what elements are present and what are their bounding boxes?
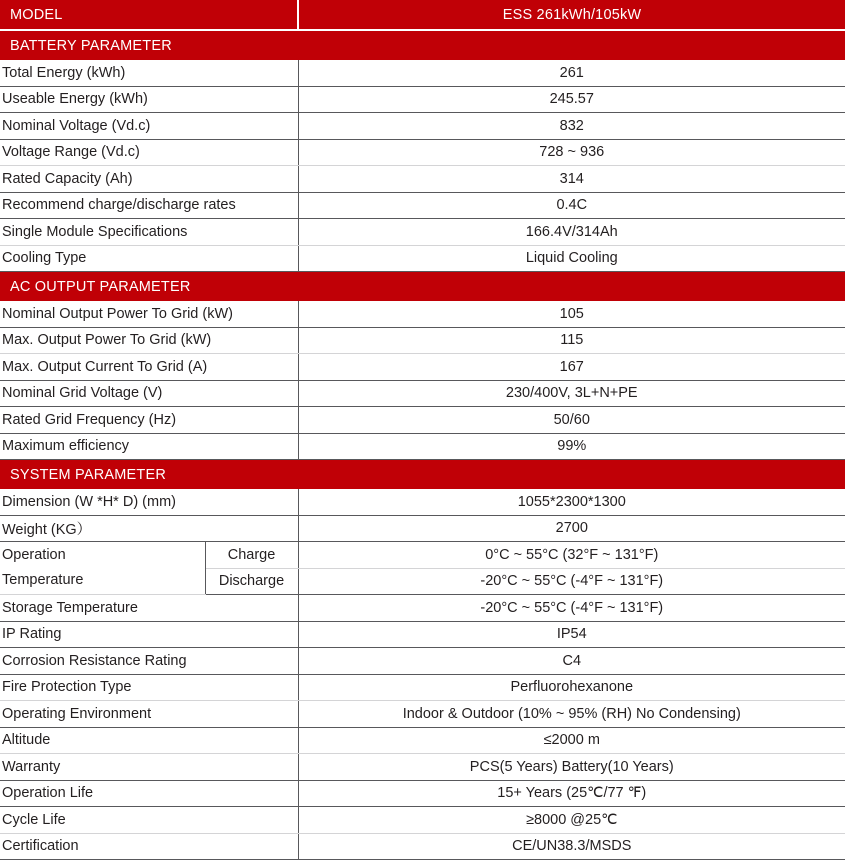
row-label: Useable Energy (kWh): [0, 86, 298, 113]
row-label: Rated Grid Frequency (Hz): [0, 407, 298, 434]
row-label: Single Module Specifications: [0, 219, 298, 246]
table-row: [0, 380, 845, 407]
row-label: Nominal Output Power To Grid (kW): [0, 301, 298, 327]
table-row: [0, 433, 845, 460]
model-label: MODEL: [0, 0, 298, 30]
table-row: [0, 807, 845, 834]
table-row: [0, 166, 845, 193]
row-value: 728 ~ 936: [298, 139, 845, 166]
row-value: Indoor & Outdoor (10% ~ 95% (RH) No Condensing): [298, 701, 845, 728]
table-row: [0, 833, 845, 860]
table-row: [0, 515, 845, 542]
row-label: Fire Protection Type: [0, 674, 298, 701]
section-title: SYSTEM PARAMETER: [0, 460, 845, 490]
discharge-sublabel: Discharge: [205, 568, 298, 595]
row-label: Max. Output Current To Grid (A): [0, 354, 298, 381]
row-value: 245.57: [298, 86, 845, 113]
row-value: 230/400V, 3L+N+PE: [298, 380, 845, 407]
row-value: 15+ Years (25℃/77 ℉): [298, 780, 845, 807]
row-value: 0.4C: [298, 192, 845, 219]
row-label: Total Energy (kWh): [0, 60, 298, 86]
table-row: [0, 192, 845, 219]
row-label: Recommend charge/discharge rates: [0, 192, 298, 219]
charge-sublabel: Charge: [205, 542, 298, 569]
table-row: [0, 595, 845, 622]
row-label: Operation Life: [0, 780, 298, 807]
table-row: [0, 489, 845, 515]
model-header-row: [0, 0, 845, 30]
table-row: [0, 139, 845, 166]
table-row: [0, 354, 845, 381]
row-label: Cycle Life: [0, 807, 298, 834]
row-label: Nominal Grid Voltage (V): [0, 380, 298, 407]
row-value: 832: [298, 113, 845, 140]
table-row: [0, 754, 845, 781]
row-value: 167: [298, 354, 845, 381]
row-label: Nominal Voltage (Vd.c): [0, 113, 298, 140]
row-value: IP54: [298, 621, 845, 648]
table-row: [0, 648, 845, 675]
row-value: 2700: [298, 515, 845, 542]
row-label: Voltage Range (Vd.c): [0, 139, 298, 166]
row-value: 50/60: [298, 407, 845, 434]
row-value: 99%: [298, 433, 845, 460]
row-value: CE/UN38.3/MSDS: [298, 833, 845, 860]
operation-temperature-label-line1: Operation: [2, 546, 66, 563]
row-label: Certification: [0, 833, 298, 860]
section-header-system: [0, 460, 845, 490]
table-row: [0, 407, 845, 434]
row-value: 115: [298, 327, 845, 354]
row-value: Liquid Cooling: [298, 245, 845, 272]
row-label: Dimension (W *H* D) (mm): [0, 489, 298, 515]
table-row: [0, 60, 845, 86]
row-value: ≤2000 m: [298, 727, 845, 754]
row-label: Altitude: [0, 727, 298, 754]
row-value: C4: [298, 648, 845, 675]
row-value: -20°C ~ 55°C (-4°F ~ 131°F): [298, 595, 845, 622]
operation-temperature-label: [0, 542, 205, 595]
row-value: 1055*2300*1300: [298, 489, 845, 515]
table-row: [0, 301, 845, 327]
table-row: [0, 113, 845, 140]
row-value: 166.4V/314Ah: [298, 219, 845, 246]
section-title: AC OUTPUT PARAMETER: [0, 272, 845, 302]
discharge-value: -20°C ~ 55°C (-4°F ~ 131°F): [298, 568, 845, 595]
row-value: 314: [298, 166, 845, 193]
row-value: 261: [298, 60, 845, 86]
row-value: Perfluorohexanone: [298, 674, 845, 701]
table-row: [0, 621, 845, 648]
table-row: [0, 327, 845, 354]
table-row: [0, 780, 845, 807]
charge-value: 0°C ~ 55°C (32°F ~ 131°F): [298, 542, 845, 569]
row-label: Max. Output Power To Grid (kW): [0, 327, 298, 354]
table-row: [0, 219, 845, 246]
row-label: Weight (KG）: [0, 515, 298, 542]
row-label: Cooling Type: [0, 245, 298, 272]
row-label: Corrosion Resistance Rating: [0, 648, 298, 675]
row-label: Warranty: [0, 754, 298, 781]
model-value: ESS 261kWh/105kW: [298, 0, 845, 30]
row-label: IP Rating: [0, 621, 298, 648]
operation-temperature-label-line2: Temperature: [2, 572, 84, 588]
row-value: ≥8000 @25℃: [298, 807, 845, 834]
table-row: [0, 701, 845, 728]
table-row-operation-temperature-charge: [0, 542, 845, 569]
row-label: Operating Environment: [0, 701, 298, 728]
section-title: BATTERY PARAMETER: [0, 30, 845, 60]
row-value: PCS(5 Years) Battery(10 Years): [298, 754, 845, 781]
table-row: [0, 674, 845, 701]
row-label: Maximum efficiency: [0, 433, 298, 460]
section-header-battery: [0, 30, 845, 60]
table-row: [0, 245, 845, 272]
table-row: [0, 86, 845, 113]
row-label: Storage Temperature: [0, 595, 298, 622]
row-label: Rated Capacity (Ah): [0, 166, 298, 193]
table-row: [0, 727, 845, 754]
row-value: 105: [298, 301, 845, 327]
section-header-ac-output: [0, 272, 845, 302]
